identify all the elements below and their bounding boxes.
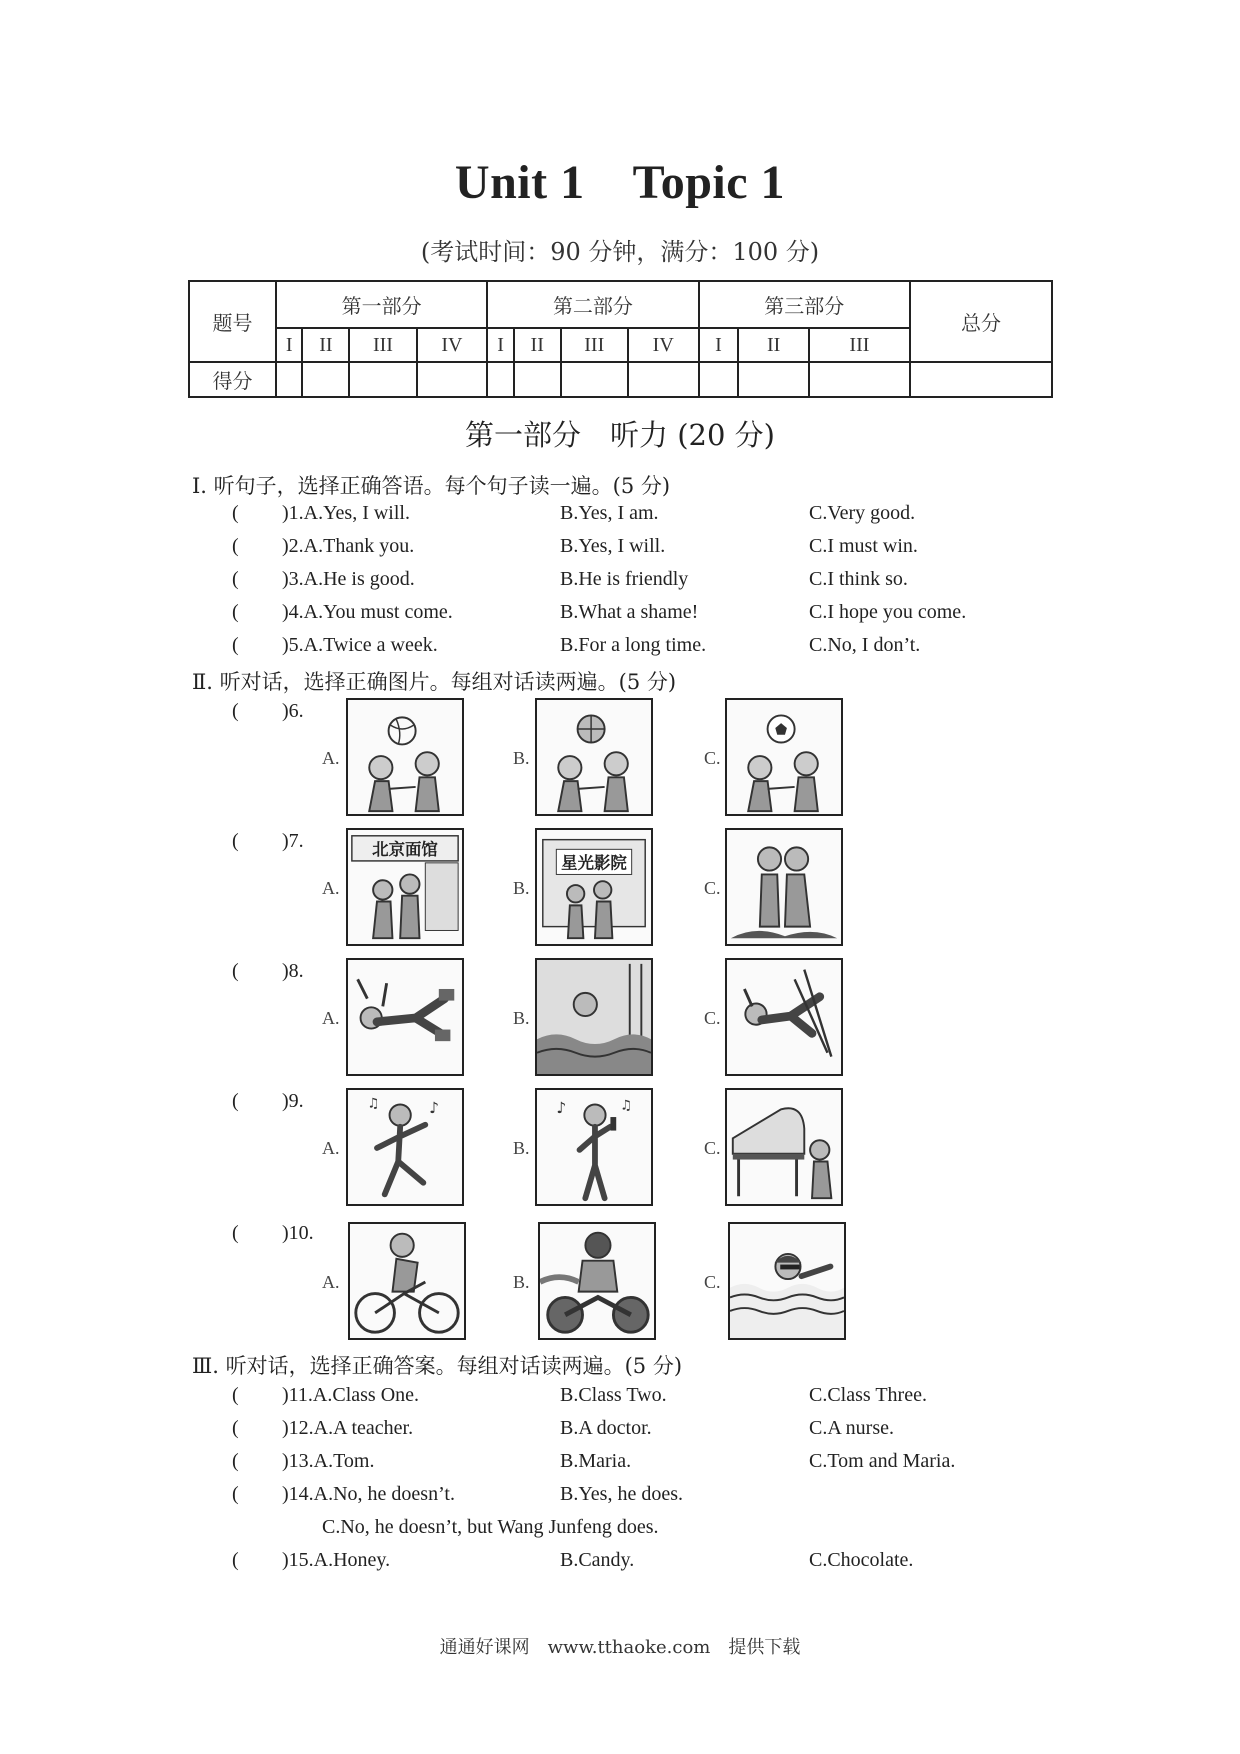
option-b: B.He is friendly xyxy=(560,568,689,590)
option-c: C.I hope you come. xyxy=(809,601,967,623)
swimming-pool-icon xyxy=(537,960,651,1074)
answer-blank[interactable]: ( xyxy=(232,1090,239,1112)
header-part2: 第二部分 xyxy=(487,281,698,328)
singing-icon xyxy=(537,1090,651,1204)
option-b-label: B. xyxy=(513,1138,530,1158)
kids-football-icon xyxy=(727,700,841,814)
picture-option[interactable] xyxy=(728,1222,846,1340)
answer-blank[interactable]: ( xyxy=(232,634,239,656)
option-b: B.Candy. xyxy=(560,1549,635,1571)
option-c-label: C. xyxy=(704,878,721,898)
score-cell[interactable] xyxy=(738,362,808,397)
part-heading: 第一部分 听力 (20 分) xyxy=(465,418,775,452)
col-part3-1: I xyxy=(699,328,739,362)
option-a-label: A. xyxy=(322,1008,340,1028)
score-cell[interactable] xyxy=(302,362,349,397)
cinema-scene-icon xyxy=(537,830,651,944)
option-a-label: A. xyxy=(322,878,340,898)
picture-option[interactable] xyxy=(725,958,843,1076)
question-9-number: )9. xyxy=(282,1090,304,1112)
swimmer-icon xyxy=(730,1224,844,1338)
score-cell[interactable] xyxy=(514,362,561,397)
option-c: C.A nurse. xyxy=(809,1417,894,1439)
option-b: B.For a long time. xyxy=(560,634,707,656)
picture-option[interactable] xyxy=(346,1088,464,1206)
score-cell[interactable] xyxy=(417,362,488,397)
answer-blank[interactable]: ( xyxy=(232,535,239,557)
restaurant-sign: 北京面馆 xyxy=(372,840,438,860)
col-part1-1: I xyxy=(276,328,302,362)
picture-option[interactable] xyxy=(535,828,653,946)
svg-text:♫: ♫ xyxy=(367,1095,380,1112)
option-a: )14.A.No, he doesn’t. xyxy=(282,1483,455,1505)
option-c: C.Very good. xyxy=(809,502,916,524)
answer-blank[interactable]: ( xyxy=(232,568,239,590)
page-title: Unit 1 Topic 1 xyxy=(454,156,786,209)
option-b-label: B. xyxy=(513,878,530,898)
col-part2-1: I xyxy=(487,328,513,362)
score-cell[interactable] xyxy=(561,362,628,397)
option-c-label: C. xyxy=(704,748,721,768)
option-c: C.I think so. xyxy=(809,568,908,590)
svg-text:♫: ♫ xyxy=(620,1097,633,1114)
option-a: )11.A.Class One. xyxy=(282,1384,420,1406)
kids-outdoor-icon xyxy=(727,830,841,944)
option-b: B.What a shame! xyxy=(560,601,699,623)
restaurant-scene-icon xyxy=(348,830,462,944)
roller-skating-icon xyxy=(348,960,462,1074)
picture-option[interactable] xyxy=(725,698,843,816)
picture-option[interactable] xyxy=(346,698,464,816)
question-6-number: )6. xyxy=(282,700,304,722)
option-c: C.I must win. xyxy=(809,535,918,557)
picture-option[interactable] xyxy=(538,1222,656,1340)
col-part1-4: IV xyxy=(417,328,488,362)
svg-text:♪: ♪ xyxy=(429,1099,440,1118)
score-cell-total[interactable] xyxy=(910,362,1052,397)
picture-option[interactable] xyxy=(535,958,653,1076)
col-part3-3: III xyxy=(809,328,910,362)
row-label-score: 得分 xyxy=(189,362,276,397)
option-c: C.Chocolate. xyxy=(809,1549,914,1571)
col-part3-2: II xyxy=(738,328,808,362)
col-part1-2: II xyxy=(302,328,349,362)
option-b-label: B. xyxy=(513,1272,530,1292)
option-c-label: C. xyxy=(704,1008,721,1028)
picture-option[interactable] xyxy=(346,958,464,1076)
col-part2-3: III xyxy=(561,328,628,362)
picture-option[interactable] xyxy=(348,1222,466,1340)
skiing-icon xyxy=(727,960,841,1074)
answer-blank[interactable]: ( xyxy=(232,1384,239,1406)
option-b: B.Yes, I am. xyxy=(560,502,659,524)
col-part1-3: III xyxy=(349,328,416,362)
motorcycle-icon xyxy=(540,1224,654,1338)
answer-blank[interactable]: ( xyxy=(232,502,239,524)
question-8-number: )8. xyxy=(282,960,304,982)
score-cell[interactable] xyxy=(628,362,699,397)
header-part1: 第一部分 xyxy=(276,281,487,328)
section1-heading: Ⅰ. 听句子，选择正确答语。每个句子读一遍。(5 分) xyxy=(192,474,671,498)
option-b-label: B. xyxy=(513,748,530,768)
option-a: )12.A.A teacher. xyxy=(282,1417,414,1439)
option-b: B.Class Two. xyxy=(560,1384,667,1406)
picture-option[interactable] xyxy=(535,1088,653,1206)
answer-blank[interactable]: ( xyxy=(232,1450,239,1472)
answer-blank[interactable]: ( xyxy=(232,1483,239,1505)
picture-option[interactable] xyxy=(725,828,843,946)
option-a: )13.A.Tom. xyxy=(282,1450,375,1472)
option-c: C.Tom and Maria. xyxy=(809,1450,956,1472)
answer-blank[interactable]: ( xyxy=(232,1549,239,1571)
option-b-label: B. xyxy=(513,1008,530,1028)
option-a: )5.A.Twice a week. xyxy=(282,634,438,656)
footer-credit: 通通好课网 www.tthaoke.com 提供下载 xyxy=(439,1637,801,1658)
col-part2-2: II xyxy=(514,328,561,362)
option-c-label: C. xyxy=(704,1272,721,1292)
svg-text:♪: ♪ xyxy=(556,1099,567,1118)
option-c-label: C. xyxy=(704,1138,721,1158)
col-part2-4: IV xyxy=(628,328,699,362)
piano-icon xyxy=(727,1090,841,1204)
option-a: )1.A.Yes, I will. xyxy=(282,502,410,524)
option-a: )3.A.He is good. xyxy=(282,568,415,590)
option-a-label: A. xyxy=(322,748,340,768)
header-total: 总分 xyxy=(910,281,1052,362)
cinema-sign: 星光影院 xyxy=(561,853,627,873)
option-c: C.No, he doesn’t, but Wang Junfeng does. xyxy=(322,1516,659,1538)
option-a: )2.A.Thank you. xyxy=(282,535,415,557)
kids-volleyball-icon xyxy=(348,700,462,814)
dancing-icon xyxy=(348,1090,462,1204)
answer-blank[interactable]: ( xyxy=(232,601,239,623)
picture-option[interactable] xyxy=(346,828,464,946)
option-b: B.A doctor. xyxy=(560,1417,652,1439)
option-b: B.Yes, he does. xyxy=(560,1483,683,1505)
question-7-number: )7. xyxy=(282,830,304,852)
answer-blank[interactable]: ( xyxy=(232,830,239,852)
bicycle-icon xyxy=(350,1224,464,1338)
score-cell[interactable] xyxy=(487,362,513,397)
option-a-label: A. xyxy=(322,1138,340,1158)
header-part3: 第三部分 xyxy=(699,281,910,328)
picture-option[interactable] xyxy=(725,1088,843,1206)
picture-option[interactable] xyxy=(535,698,653,816)
option-a: )4.A.You must come. xyxy=(282,601,453,623)
score-cell[interactable] xyxy=(699,362,739,397)
answer-blank[interactable]: ( xyxy=(232,1417,239,1439)
answer-blank[interactable]: ( xyxy=(232,1222,239,1244)
section2-heading: Ⅱ. 听对话，选择正确图片。每组对话读两遍。(5 分) xyxy=(192,670,677,694)
option-a-label: A. xyxy=(322,1272,340,1292)
option-b: B.Yes, I will. xyxy=(560,535,666,557)
question-10-number: )10. xyxy=(282,1222,314,1244)
exam-info: (考试时间：90 分钟，满分：100 分) xyxy=(420,238,820,266)
kids-basketball-icon xyxy=(537,700,651,814)
section3-heading: Ⅲ. 听对话，选择正确答案。每组对话读两遍。(5 分) xyxy=(192,1354,683,1378)
row-label-number: 题号 xyxy=(189,281,276,362)
score-table xyxy=(188,280,1053,398)
score-cell[interactable] xyxy=(349,362,416,397)
score-cell[interactable] xyxy=(276,362,302,397)
score-cell[interactable] xyxy=(809,362,910,397)
option-c: C.No, I don’t. xyxy=(809,634,921,656)
option-b: B.Maria. xyxy=(560,1450,632,1472)
option-c: C.Class Three. xyxy=(809,1384,927,1406)
option-a: )15.A.Honey. xyxy=(282,1549,391,1571)
answer-blank[interactable]: ( xyxy=(232,700,239,722)
answer-blank[interactable]: ( xyxy=(232,960,239,982)
